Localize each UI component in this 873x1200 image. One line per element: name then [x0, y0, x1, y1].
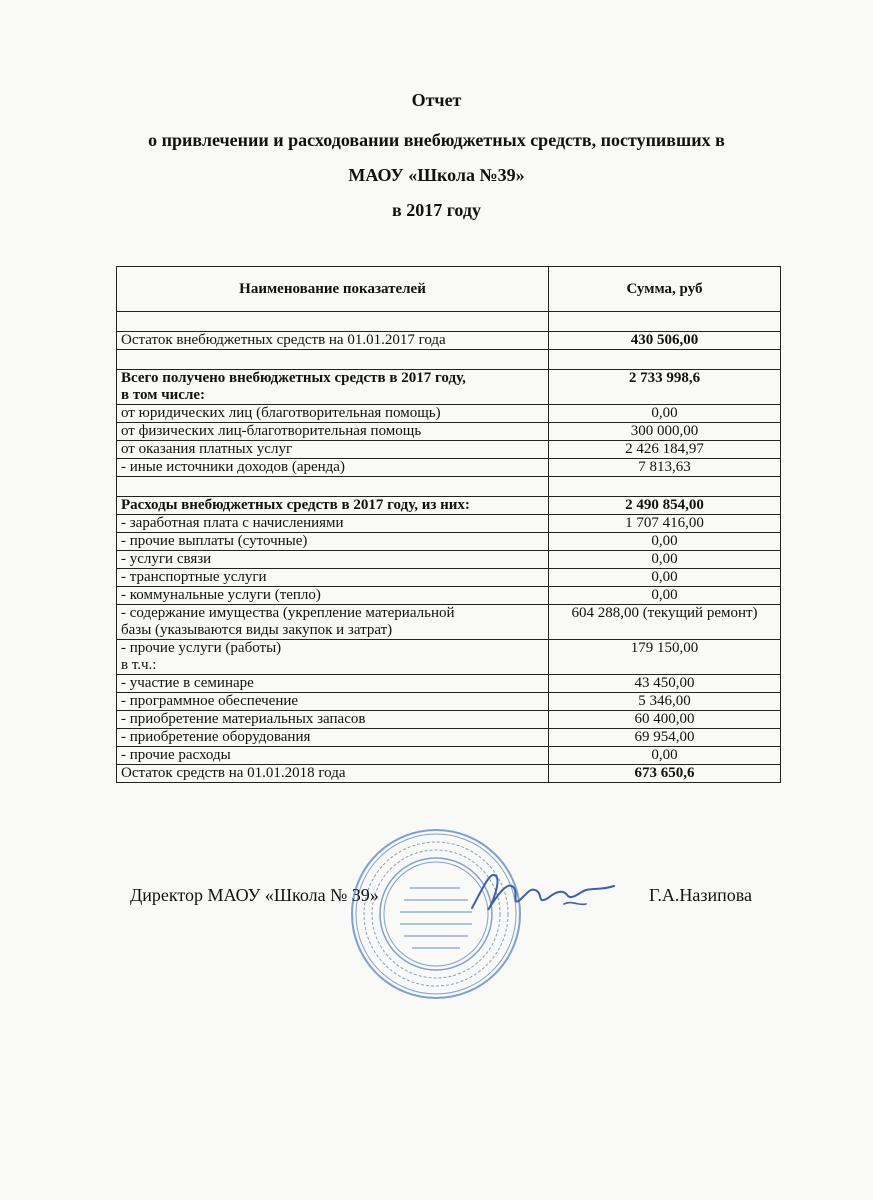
table-row [117, 533, 781, 551]
table-row [117, 711, 781, 729]
table-row [117, 551, 781, 569]
row-amount: 0,00 [549, 747, 781, 765]
table-row [117, 497, 781, 515]
director-signature [468, 860, 618, 920]
row-label: Всего получено внебюджетных средств в 2017 году, в том числе: [117, 370, 549, 405]
table-row [117, 765, 781, 783]
row-label: - заработная плата с начислениями [117, 515, 549, 533]
row-amount: 673 650,6 [549, 765, 781, 783]
row-label: - коммунальные услуги (тепло) [117, 587, 549, 605]
row-amount: 1 707 416,00 [549, 515, 781, 533]
row-amount: 604 288,00 (текущий ремонт) [549, 605, 781, 640]
row-amount: 7 813,63 [549, 459, 781, 477]
table-row [117, 729, 781, 747]
row-amount: 0,00 [549, 551, 781, 569]
row-label: - содержание имущества (укрепление материальной базы (указываются виды закупок и затрат) [117, 605, 549, 640]
row-amount: 2 426 184,97 [549, 441, 781, 459]
row-label: - участие в семинаре [117, 675, 549, 693]
table-row [117, 693, 781, 711]
row-amount: 2 490 854,00 [549, 497, 781, 515]
table-row [117, 370, 781, 405]
table-row [117, 423, 781, 441]
director-name: Г.А.Назипова [649, 885, 752, 905]
row-label: - транспортные услуги [117, 569, 549, 587]
column-header-name: Наименование показателей [117, 267, 549, 312]
table-row [117, 459, 781, 477]
row-label: - иные источники доходов (аренда) [117, 459, 549, 477]
row-amount: 0,00 [549, 587, 781, 605]
row-amount: 69 954,00 [549, 729, 781, 747]
row-label: - услуги связи [117, 551, 549, 569]
table-row [117, 477, 781, 497]
report-subtitle: о привлечении и расходовании внебюджетных средств, поступивших в [148, 130, 725, 150]
row-amount: 0,00 [549, 405, 781, 423]
table-row [117, 441, 781, 459]
row-label: Расходы внебюджетных средств в 2017 году, из них: [117, 497, 549, 515]
row-label: - приобретение оборудования [117, 729, 549, 747]
row-label: - прочие расходы [117, 747, 549, 765]
row-amount: 0,00 [549, 569, 781, 587]
table-row [117, 350, 781, 370]
table-row [117, 312, 781, 332]
row-label: - приобретение материальных запасов [117, 711, 549, 729]
row-amount: 179 150,00 [549, 640, 781, 675]
table-row [117, 747, 781, 765]
table-row [117, 675, 781, 693]
table-row [117, 515, 781, 533]
table-header-row [117, 267, 781, 312]
row-label: Остаток внебюджетных средств на 01.01.2017 года [117, 332, 549, 350]
row-label: от физических лиц-благотворительная помощь [117, 423, 549, 441]
school-name: МАОУ «Школа №39» [348, 165, 525, 185]
table-row [117, 405, 781, 423]
table-row [117, 587, 781, 605]
report-title: Отчет [411, 90, 462, 110]
row-label: от оказания платных услуг [117, 441, 549, 459]
row-label: - прочие услуги (работы) в т.ч.: [117, 640, 549, 675]
row-label: - прочие выплаты (суточные) [117, 533, 549, 551]
director-title: Директор МАОУ «Школа № 39» [130, 885, 379, 905]
column-header-amount: Сумма, руб [549, 267, 781, 312]
table-row [117, 332, 781, 350]
report-year: в 2017 году [391, 200, 482, 220]
table-row [117, 605, 781, 640]
row-amount: 43 450,00 [549, 675, 781, 693]
row-amount: 0,00 [549, 533, 781, 551]
row-amount: 430 506,00 [549, 332, 781, 350]
row-label: от юридических лиц (благотворительная помощь) [117, 405, 549, 423]
report-table [116, 266, 781, 783]
row-label: - программное обеспечение [117, 693, 549, 711]
table-row [117, 569, 781, 587]
row-label: Остаток средств на 01.01.2018 года [117, 765, 549, 783]
table-row [117, 640, 781, 675]
row-amount: 300 000,00 [549, 423, 781, 441]
row-amount: 2 733 998,6 [549, 370, 781, 405]
row-amount: 60 400,00 [549, 711, 781, 729]
row-amount: 5 346,00 [549, 693, 781, 711]
